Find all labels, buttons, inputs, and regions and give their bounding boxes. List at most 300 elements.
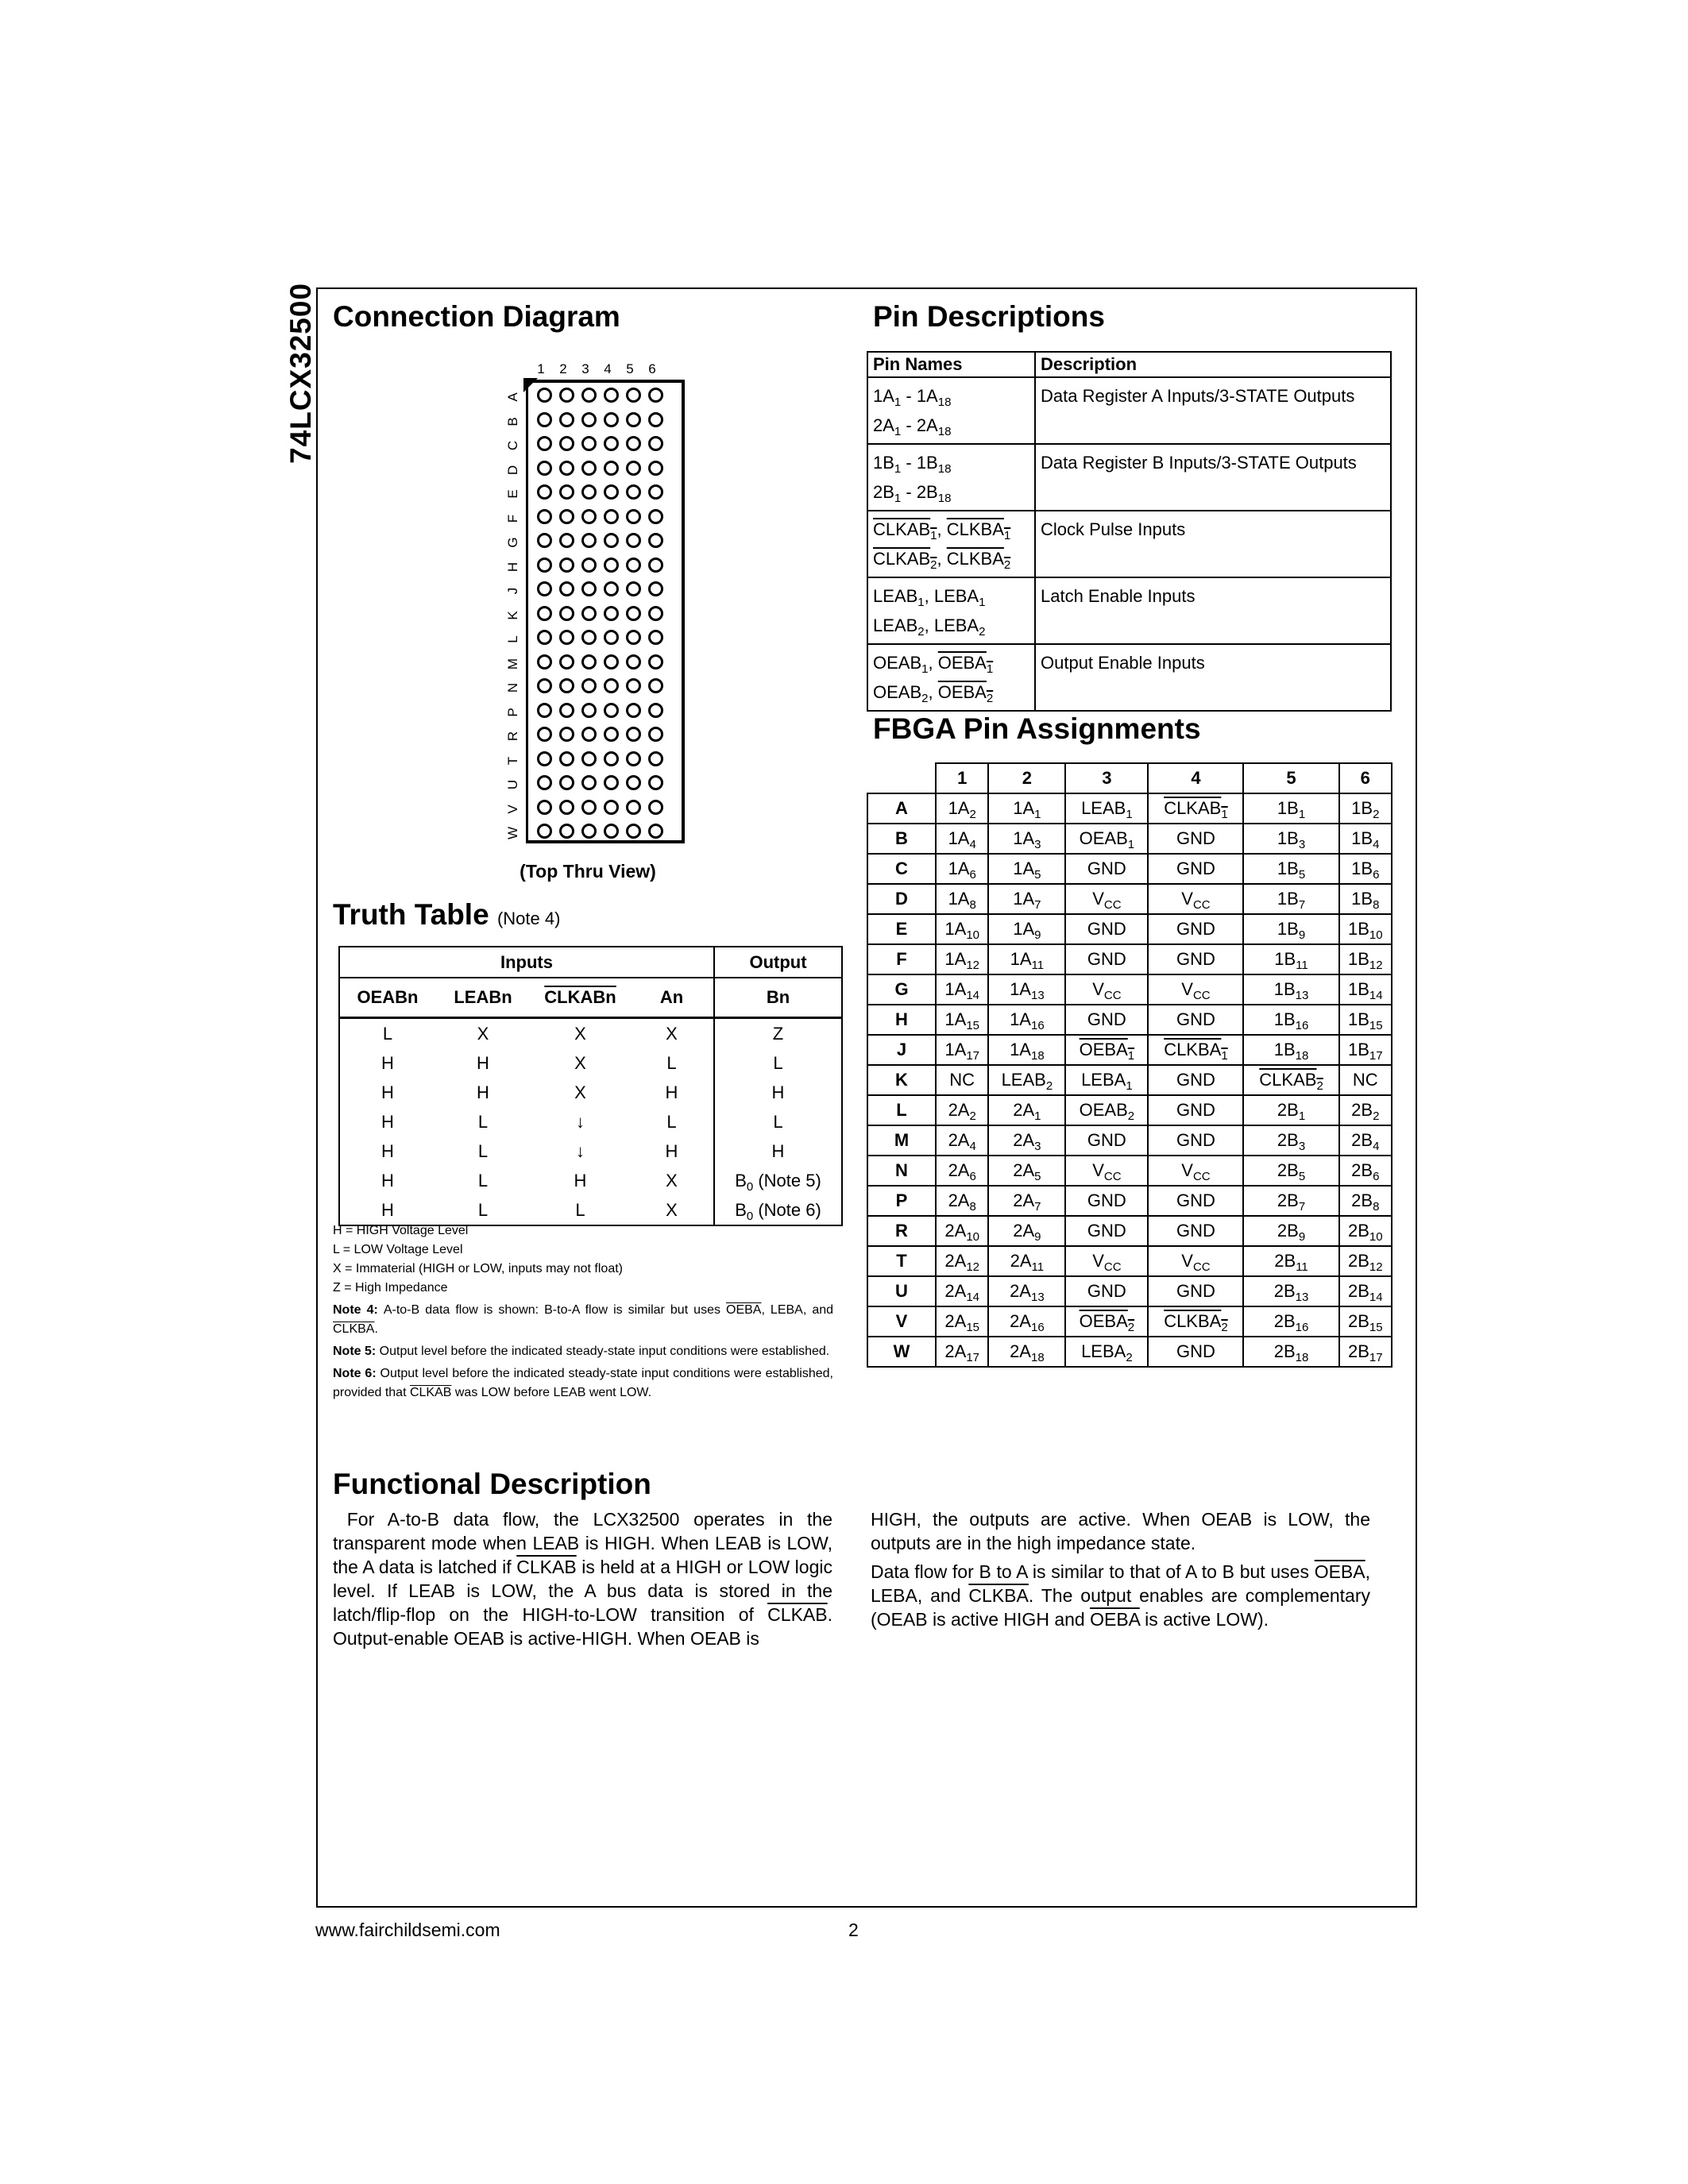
connection-diagram-title: Connection Diagram <box>333 300 620 333</box>
solder-ball <box>559 509 574 524</box>
fbga-cell: GND <box>1148 1216 1243 1246</box>
fbga-cell: $1A_7$ <box>988 884 1065 914</box>
fbga-row-header: P <box>867 1186 936 1216</box>
fbga-cell: $1A_4$ <box>936 824 988 854</box>
solder-ball <box>626 703 641 718</box>
fbga-cell: $OEBA_1$ <box>1065 1035 1148 1065</box>
fbga-cell: $V_{CC}$ <box>1065 974 1148 1005</box>
fbga-row-header: E <box>867 914 936 944</box>
fbga-cell: $1B_{17}$ <box>1339 1035 1392 1065</box>
table-header-row <box>867 763 1392 793</box>
table-row <box>867 944 1392 974</box>
pin-description-cell: Clock Pulse Inputs <box>1035 511 1391 577</box>
solder-ball <box>626 388 641 403</box>
truth-cell: L <box>630 1048 714 1078</box>
diagram-col-label: 2 <box>559 361 567 376</box>
fbga-cell: GND <box>1148 1095 1243 1125</box>
table-row <box>867 1306 1392 1337</box>
fbga-cell: $2B_5$ <box>1243 1156 1338 1186</box>
col-header-description: Description <box>1035 352 1391 377</box>
solder-ball <box>537 654 552 669</box>
truth-cell: H <box>339 1107 435 1136</box>
table-row <box>867 1337 1392 1367</box>
truth-cell: H <box>339 1195 435 1225</box>
diagram-col-label: 5 <box>626 361 634 376</box>
table-row <box>867 511 1391 577</box>
fbga-cell: $1B_{12}$ <box>1339 944 1392 974</box>
ball-grid-package <box>505 380 685 843</box>
fbga-cell: GND <box>1148 1276 1243 1306</box>
fbga-cell: $1A_9$ <box>988 914 1065 944</box>
diagram-col-label: 4 <box>604 361 612 376</box>
solder-ball <box>559 703 574 718</box>
solder-ball <box>537 606 552 621</box>
solder-ball <box>648 484 663 500</box>
solder-ball <box>604 558 619 573</box>
solder-ball <box>604 461 619 476</box>
footnote: Note 6: Output level before the indicated steady-state input conditions were established, provided that CLKAB was LOW before LEAB went LOW. <box>333 1367 834 1399</box>
pin-names-cell: $1A_1 - 1A_{18}$ $2A_1 - 2A_{18}$ <box>867 377 1035 444</box>
solder-ball <box>581 751 597 766</box>
solder-ball <box>537 678 552 693</box>
table-row <box>867 1186 1392 1216</box>
fbga-title: FBGA Pin Assignments <box>873 712 1201 745</box>
table-row <box>867 914 1392 944</box>
solder-ball <box>559 533 574 548</box>
solder-ball <box>559 678 574 693</box>
fbga-cell: $V_{CC}$ <box>1065 1156 1148 1186</box>
solder-ball <box>604 412 619 427</box>
truth-cell: H <box>630 1136 714 1166</box>
table-row <box>339 1018 842 1049</box>
solder-ball <box>581 484 597 500</box>
fbga-cell: $V_{CC}$ <box>1148 974 1243 1005</box>
table-row <box>339 1048 842 1078</box>
solder-ball <box>537 775 552 790</box>
diagram-col-label: 6 <box>648 361 656 376</box>
diagram-row-label: F <box>505 514 520 523</box>
fbga-cell: $2A_3$ <box>988 1125 1065 1156</box>
solder-ball <box>537 509 552 524</box>
solder-ball <box>559 461 574 476</box>
fbga-cell: $2B_{15}$ <box>1339 1306 1392 1337</box>
fbga-cell: $2B_8$ <box>1339 1186 1392 1216</box>
truth-cell: H <box>477 1082 489 1102</box>
solder-ball <box>604 727 619 742</box>
fbga-cell: $2A_8$ <box>936 1186 988 1216</box>
solder-ball <box>648 775 663 790</box>
table-row <box>867 884 1392 914</box>
fbga-cell: $2B_{16}$ <box>1243 1306 1338 1337</box>
fbga-cell: $1A_2$ <box>936 793 988 824</box>
truth-cell: H <box>574 1170 587 1190</box>
fbga-cell: $1A_{18}$ <box>988 1035 1065 1065</box>
table-group-header-row <box>339 947 842 978</box>
fbga-cell: $2A_4$ <box>936 1125 988 1156</box>
fbga-row-header: R <box>867 1216 936 1246</box>
footnote: Note 5: Output level before the indicated steady-state input conditions were established. <box>333 1345 830 1358</box>
fbga-row-header: D <box>867 884 936 914</box>
fbga-cell: GND <box>1148 1125 1243 1156</box>
fbga-cell: GND <box>1065 854 1148 884</box>
solder-ball <box>626 606 641 621</box>
fbga-row-header: J <box>867 1035 936 1065</box>
truth-cell: L <box>630 1107 714 1136</box>
pin-names-cell: $CLKAB_1$, $CLKBA_1$ $CLKAB_2$, $CLKBA_2$ <box>867 511 1035 577</box>
fbga-cell: $2A_7$ <box>988 1186 1065 1216</box>
table-row <box>867 824 1392 854</box>
solder-ball <box>626 678 641 693</box>
diagram-row-label: C <box>505 440 520 451</box>
truth-cell: L <box>435 1195 531 1225</box>
solder-ball <box>559 630 574 645</box>
solder-ball <box>626 558 641 573</box>
fbga-col-header: 2 <box>988 763 1065 793</box>
truth-cell: X <box>574 1023 586 1044</box>
diagram-col-label: 1 <box>537 361 545 376</box>
solder-ball <box>559 800 574 815</box>
truth-col-header: An <box>630 978 714 1018</box>
solder-ball <box>604 388 619 403</box>
solder-ball <box>626 461 641 476</box>
fbga-cell: $2B_{12}$ <box>1339 1246 1392 1276</box>
solder-ball <box>537 800 552 815</box>
fbga-row-header: M <box>867 1125 936 1156</box>
solder-ball <box>537 703 552 718</box>
fbga-cell: $1B_{11}$ <box>1243 944 1338 974</box>
fbga-cell: $2B_{18}$ <box>1243 1337 1338 1367</box>
table-row <box>867 1156 1392 1186</box>
fbga-cell: GND <box>1065 1005 1148 1035</box>
truth-table-title: Truth Table (Note 4) <box>333 898 561 931</box>
truth-cell: H <box>339 1136 435 1166</box>
table-row <box>867 1065 1392 1095</box>
fbga-cell: GND <box>1148 1186 1243 1216</box>
legend-line: H = HIGH Voltage Level <box>333 1224 469 1237</box>
fbga-col-header: 5 <box>1243 763 1338 793</box>
fbga-cell: $1B_{10}$ <box>1339 914 1392 944</box>
fbga-cell: $2B_6$ <box>1339 1156 1392 1186</box>
truth-cell: L <box>477 1140 489 1161</box>
fbga-col-header: 4 <box>1148 763 1243 793</box>
pin-descriptions-table <box>867 351 1392 712</box>
diagram-row-label: U <box>505 779 520 790</box>
truth-cell: X <box>574 1052 586 1073</box>
truth-cell: X <box>630 1018 714 1049</box>
solder-ball <box>559 606 574 621</box>
fbga-cell: $2A_2$ <box>936 1095 988 1125</box>
truth-table <box>338 946 843 1226</box>
solder-ball <box>537 751 552 766</box>
solder-ball <box>604 751 619 766</box>
truth-cell: L <box>477 1111 489 1132</box>
fbga-cell: GND <box>1148 824 1243 854</box>
fbga-row-header: F <box>867 944 936 974</box>
truth-cell: L <box>531 1195 630 1225</box>
fbga-cell: $1A_1$ <box>988 793 1065 824</box>
fbga-cell: $2B_1$ <box>1243 1095 1338 1125</box>
fbga-cell: $OEAB_2$ <box>1065 1095 1148 1125</box>
solder-ball <box>648 412 663 427</box>
fbga-cell: $2A_6$ <box>936 1156 988 1186</box>
fbga-row-header: U <box>867 1276 936 1306</box>
fbga-cell: $2B_3$ <box>1243 1125 1338 1156</box>
table-row <box>867 1095 1392 1125</box>
truth-cell: X <box>630 1166 714 1195</box>
solder-ball <box>581 606 597 621</box>
solder-ball <box>604 654 619 669</box>
solder-ball <box>604 509 619 524</box>
table-row <box>339 1166 842 1195</box>
solder-ball <box>559 388 574 403</box>
solder-ball <box>581 775 597 790</box>
fbga-cell: $2B_{14}$ <box>1339 1276 1392 1306</box>
solder-ball <box>581 436 597 451</box>
solder-ball <box>604 630 619 645</box>
solder-ball <box>581 581 597 596</box>
solder-ball <box>626 800 641 815</box>
fbga-cell: $1B_{16}$ <box>1243 1005 1338 1035</box>
fbga-cell: $V_{CC}$ <box>1148 1156 1243 1186</box>
fbga-cell: $2A_{14}$ <box>936 1276 988 1306</box>
table-row <box>867 1005 1392 1035</box>
pin-names-cell: $1B_1 - 1B_{18}$ $2B_1 - 2B_{18}$ <box>867 444 1035 511</box>
fbga-cell: GND <box>1148 944 1243 974</box>
truth-cell: H <box>630 1078 714 1107</box>
truth-cell: L <box>714 1107 842 1136</box>
solder-ball <box>604 484 619 500</box>
solder-ball <box>604 775 619 790</box>
solder-ball <box>581 388 597 403</box>
fbga-cell: $V_{CC}$ <box>1065 884 1148 914</box>
truth-cell: L <box>714 1048 842 1078</box>
fbga-cell: $2A_{12}$ <box>936 1246 988 1276</box>
solder-ball <box>648 388 663 403</box>
solder-ball <box>626 630 641 645</box>
truth-col-header: CLKABn <box>531 978 630 1018</box>
diagram-caption: (Top Thru View) <box>520 861 656 882</box>
solder-ball <box>559 775 574 790</box>
pin-description-cell: Latch Enable Inputs <box>1035 577 1391 644</box>
solder-ball <box>648 654 663 669</box>
fbga-cell: $OEBA_2$ <box>1065 1306 1148 1337</box>
fbga-row-header: L <box>867 1095 936 1125</box>
diagram-row-label: D <box>505 465 520 475</box>
fbga-cell: $LEAB_1$ <box>1065 793 1148 824</box>
fbga-cell: GND <box>1148 1065 1243 1095</box>
functional-right-paragraph: HIGH, the outputs are active. When OEAB is LOW, the outputs are in the high impedance state. Data flow for B to A is similar to that of A to B but uses OEBA, LEBA, and CLKBA. The output enables are complementary (OEAB is active HIGH and OEBA is active LOW). <box>871 1509 1370 1630</box>
fbga-cell: $2A_1$ <box>988 1095 1065 1125</box>
table-row <box>867 974 1392 1005</box>
solder-ball <box>581 533 597 548</box>
table-row <box>867 1276 1392 1306</box>
fbga-cell: $1A_3$ <box>988 824 1065 854</box>
fbga-cell: $OEAB_1$ <box>1065 824 1148 854</box>
fbga-row-header: N <box>867 1156 936 1186</box>
fbga-cell: $2B_{13}$ <box>1243 1276 1338 1306</box>
truth-cell: H <box>477 1052 489 1073</box>
solder-ball <box>648 533 663 548</box>
fbga-cell: $2A_5$ <box>988 1156 1065 1186</box>
solder-ball <box>604 533 619 548</box>
fbga-cell: $1B_{15}$ <box>1339 1005 1392 1035</box>
truth-table-legend <box>333 1221 833 1403</box>
page-number: 2 <box>848 1920 859 1940</box>
solder-ball <box>581 654 597 669</box>
pin-description-cell: Data Register B Inputs/3-STATE Outputs <box>1035 444 1391 511</box>
fbga-cell: $2A_{17}$ <box>936 1337 988 1367</box>
table-row <box>867 444 1391 511</box>
solder-ball <box>604 606 619 621</box>
solder-ball <box>537 533 552 548</box>
solder-ball <box>559 751 574 766</box>
fbga-row-header: V <box>867 1306 936 1337</box>
fbga-cell: GND <box>1065 914 1148 944</box>
solder-ball <box>626 581 641 596</box>
fbga-cell: $1A_{12}$ <box>936 944 988 974</box>
diagram-row-label: J <box>505 587 520 595</box>
diagram-row-label: H <box>505 561 520 572</box>
fbga-cell: $2B_2$ <box>1339 1095 1392 1125</box>
footnote: Note 4: A-to-B data flow is shown: B-to-A flow is similar but uses OEBA, LEBA, and CLKBA. <box>333 1303 834 1336</box>
solder-ball <box>581 727 597 742</box>
fbga-cell: $LEBA_2$ <box>1065 1337 1148 1367</box>
fbga-cell: $2A_{16}$ <box>988 1306 1065 1337</box>
fbga-cell: $2B_{10}$ <box>1339 1216 1392 1246</box>
truth-cell: $B_0$ (Note 5) <box>714 1166 842 1195</box>
solder-ball <box>581 461 597 476</box>
fbga-cell: $1A_5$ <box>988 854 1065 884</box>
fbga-cell: GND <box>1148 1337 1243 1367</box>
fbga-cell: $1B_6$ <box>1339 854 1392 884</box>
solder-ball <box>537 484 552 500</box>
legend-line: X = Immaterial (HIGH or LOW, inputs may not float) <box>333 1262 623 1275</box>
fbga-cell: GND <box>1148 914 1243 944</box>
table-row <box>867 644 1391 711</box>
solder-ball <box>537 558 552 573</box>
solder-ball <box>537 388 552 403</box>
fbga-cell: $V_{CC}$ <box>1065 1246 1148 1276</box>
diagram-row-label: L <box>505 635 520 643</box>
fbga-cell: $1B_8$ <box>1339 884 1392 914</box>
solder-ball <box>559 727 574 742</box>
table-header-row <box>867 352 1391 377</box>
fbga-cell: $2A_{15}$ <box>936 1306 988 1337</box>
solder-ball <box>581 630 597 645</box>
diagram-row-label: N <box>505 682 520 693</box>
solder-ball <box>648 727 663 742</box>
truth-cell: H <box>339 1166 435 1195</box>
fbga-row-header: A <box>867 793 936 824</box>
diagram-row-label: B <box>505 416 520 426</box>
fbga-cell: $1B_2$ <box>1339 793 1392 824</box>
solder-ball <box>581 509 597 524</box>
table-row <box>867 1035 1392 1065</box>
functional-description-title: Functional Description <box>333 1468 651 1500</box>
fbga-cell: $2B_7$ <box>1243 1186 1338 1216</box>
solder-ball <box>559 436 574 451</box>
solder-ball <box>626 533 641 548</box>
table-row <box>339 1107 842 1136</box>
truth-cell: H <box>339 1078 435 1107</box>
solder-ball <box>626 751 641 766</box>
truth-cell: ↓ <box>576 1111 585 1132</box>
fbga-row-header: G <box>867 974 936 1005</box>
solder-ball <box>648 678 663 693</box>
solder-ball <box>604 581 619 596</box>
solder-ball <box>648 436 663 451</box>
solder-ball <box>604 824 619 839</box>
solder-ball <box>648 461 663 476</box>
solder-ball <box>581 824 597 839</box>
table-row <box>867 1246 1392 1276</box>
truth-cell: ↓ <box>576 1140 585 1161</box>
fbga-cell: $1A_6$ <box>936 854 988 884</box>
truth-col-header: Bn <box>714 978 842 1018</box>
footer-url[interactable]: www.fairchildsemi.com <box>315 1920 500 1940</box>
truth-cell: X <box>574 1082 586 1102</box>
solder-ball <box>626 654 641 669</box>
fbga-cell: $2B_{17}$ <box>1339 1337 1392 1367</box>
fbga-row-header: C <box>867 854 936 884</box>
fbga-cell: $1B_3$ <box>1243 824 1338 854</box>
fbga-row-header: W <box>867 1337 936 1367</box>
fbga-cell: $CLKAB_2$ <box>1243 1065 1338 1095</box>
solder-ball <box>537 824 552 839</box>
fbga-row-header: T <box>867 1246 936 1276</box>
solder-ball <box>537 630 552 645</box>
solder-ball <box>581 678 597 693</box>
solder-ball <box>537 461 552 476</box>
pin-descriptions-title: Pin Descriptions <box>873 300 1105 333</box>
fbga-cell: $1A_{13}$ <box>988 974 1065 1005</box>
functional-left-paragraph: For A-to-B data flow, the LCX32500 operates in the transparent mode when LEAB is HIGH. When LEAB is LOW, the A data is latched if CLKAB is held at a HIGH or LOW logic level. If LEAB is LOW, the A bus data is stored in the latch/flip-flop on the HIGH-to-LOW transition of CLKAB. Output-enable OEAB is active-HIGH. When OEAB is <box>333 1509 832 1649</box>
truth-cell: H <box>714 1078 842 1107</box>
solder-ball <box>626 727 641 742</box>
fbga-cell: $CLKBA_1$ <box>1148 1035 1243 1065</box>
solder-ball <box>626 484 641 500</box>
solder-ball <box>537 581 552 596</box>
diagram-row-label: V <box>505 804 520 814</box>
solder-ball <box>537 436 552 451</box>
legend-line: Z = High Impedance <box>333 1281 448 1295</box>
truth-cell: X <box>630 1195 714 1225</box>
solder-ball <box>648 509 663 524</box>
fbga-cell: $1B_9$ <box>1243 914 1338 944</box>
table-row <box>339 1136 842 1166</box>
solder-ball <box>648 581 663 596</box>
solder-ball <box>648 800 663 815</box>
solder-ball <box>604 678 619 693</box>
fbga-cell: $1B_7$ <box>1243 884 1338 914</box>
fbga-cell: $1B_{13}$ <box>1243 974 1338 1005</box>
fbga-row-header: H <box>867 1005 936 1035</box>
solder-ball <box>559 654 574 669</box>
fbga-cell: $2A_{18}$ <box>988 1337 1065 1367</box>
truth-col-header: LEABn <box>435 978 531 1018</box>
truth-cell: H <box>339 1048 435 1078</box>
solder-ball <box>626 412 641 427</box>
table-row <box>339 1078 842 1107</box>
diagram-row-label: G <box>505 537 520 548</box>
fbga-cell: GND <box>1065 1276 1148 1306</box>
solder-ball <box>559 412 574 427</box>
solder-ball <box>604 703 619 718</box>
fbga-cell: GND <box>1148 854 1243 884</box>
truth-col-header: OEABn <box>339 978 435 1018</box>
pin-names-cell: $LEAB_1$, $LEBA_1$ $LEAB_2$, $LEBA_2$ <box>867 577 1035 644</box>
fbga-cell: $2A_{10}$ <box>936 1216 988 1246</box>
